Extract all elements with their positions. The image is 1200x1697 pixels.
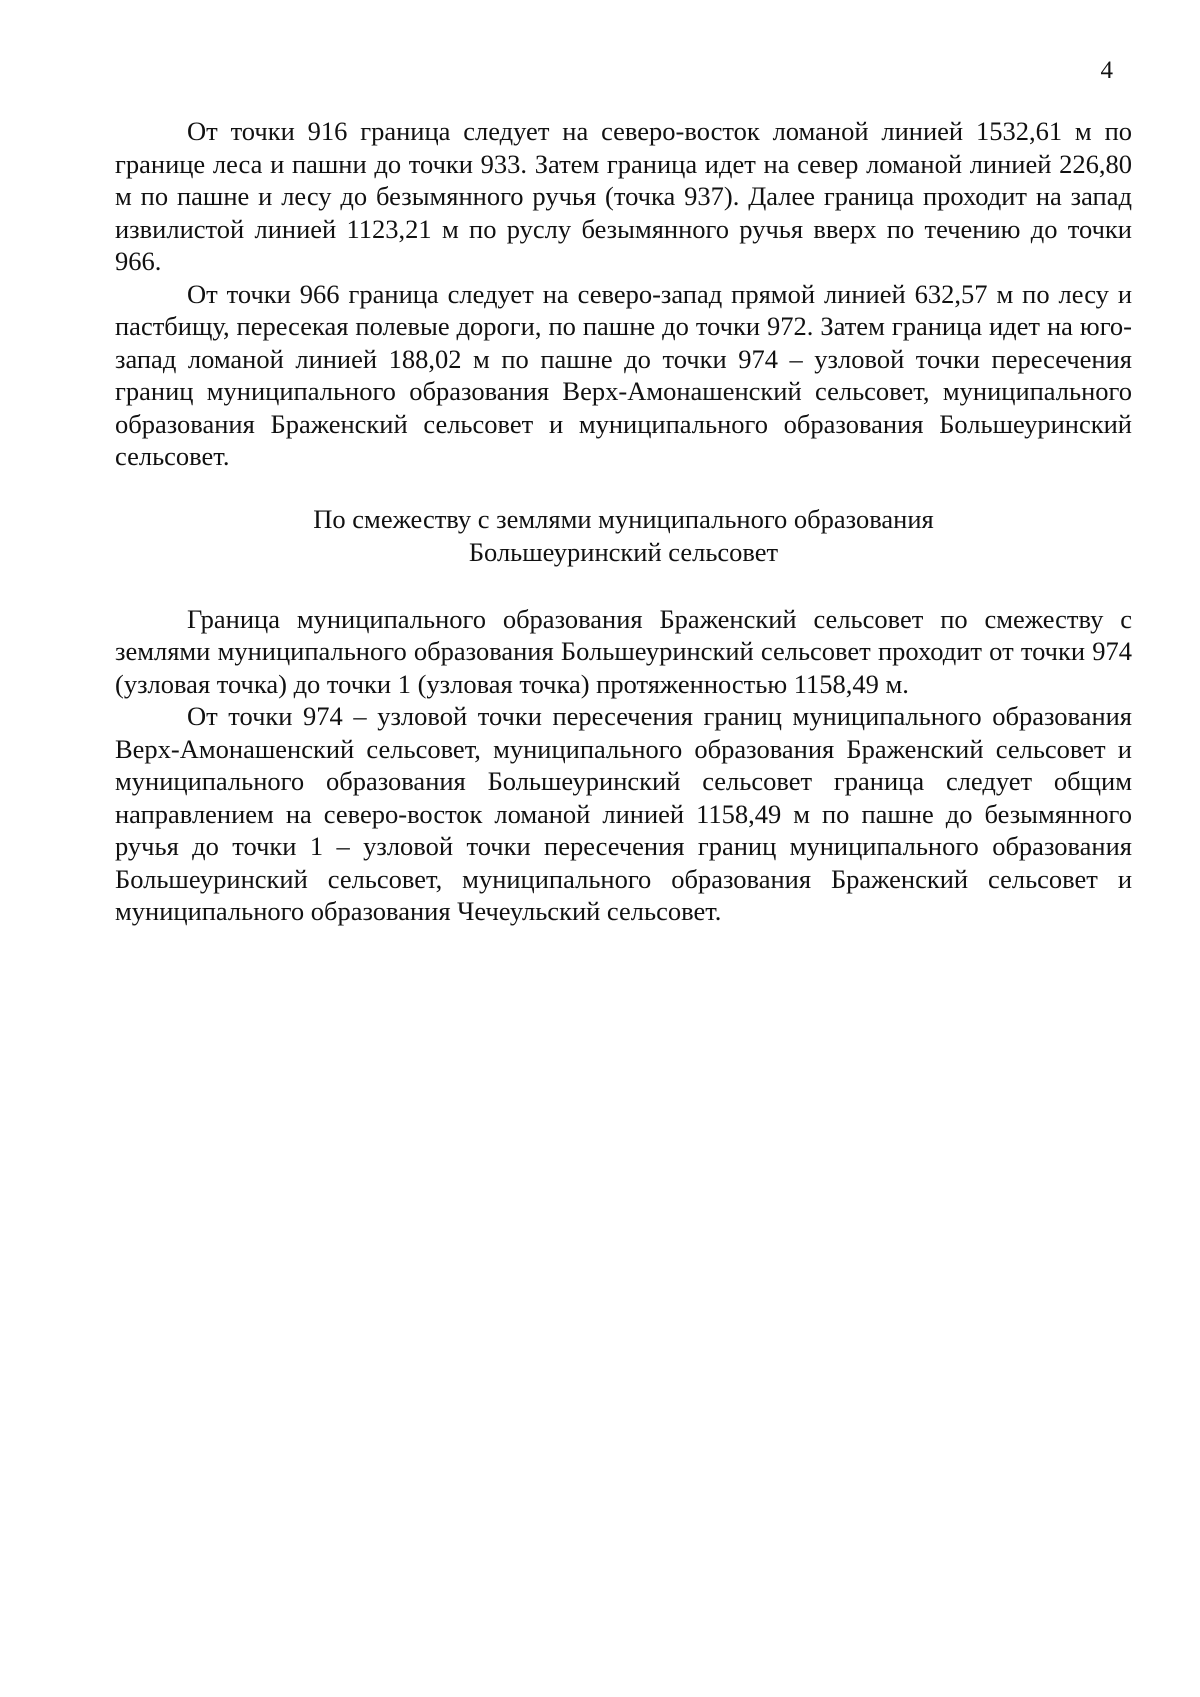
paragraph-3: Граница муниципального образования Браженский сельсовет по смежеству с землями муниципального образования Большеуринский сельсовет проходит от точки 974 (узловая точка) до точки 1 (узловая точка) протяженностью 1158,49 м. [115,603,1132,699]
document-body [115,115,1132,928]
section-heading-line-1: По смежеству с землями муниципального образования [313,503,934,534]
section-heading [115,503,1132,569]
section-heading-line-2: Большеуринский сельсовет [468,536,779,567]
paragraph-4: От точки 974 – узловой точки пересечения границ муниципального образования Верх-Амонашенский сельсовет, муниципального образования Браженский сельсовет и муниципального образования Большеуринский сельсовет граница следует общим направлением на северо-восток ломаной линией 1158,49 м по пашне до безымянного ручья до точки 1 – узловой точки пересечения границ муниципального образования Большеуринский сельсовет, муниципального образования Браженский сельсовет и муниципального образования Чечеульский сельсовет. [115,701,1132,926]
paragraph-1: От точки 916 граница следует на северо-восток ломаной линией 1532,61 м по границе леса и пашни до точки 933. Затем граница идет на север ломаной линией 226,80 м по пашне и лесу до безымянного ручья (точка 937). Далее граница проходит на запад извилистой линией 1123,21 м по руслу безымянного ручья вверх по течению до точки 966. [115,116,1132,276]
paragraph-2: От точки 966 граница следует на северо-запад прямой линией 632,57 м по лесу и пастбищу, пересекая полевые дороги, по пашне до точки 972. Затем граница идет на юго-запад ломаной линией 188,02 м по пашне до точки 974 – узловой точки пересечения границ муниципального образования Верх-Амонашенский сельсовет, муниципального образования Браженский сельсовет и муниципального образования Большеуринский сельсовет. [115,278,1132,471]
page-number: 4 [1100,57,1113,84]
